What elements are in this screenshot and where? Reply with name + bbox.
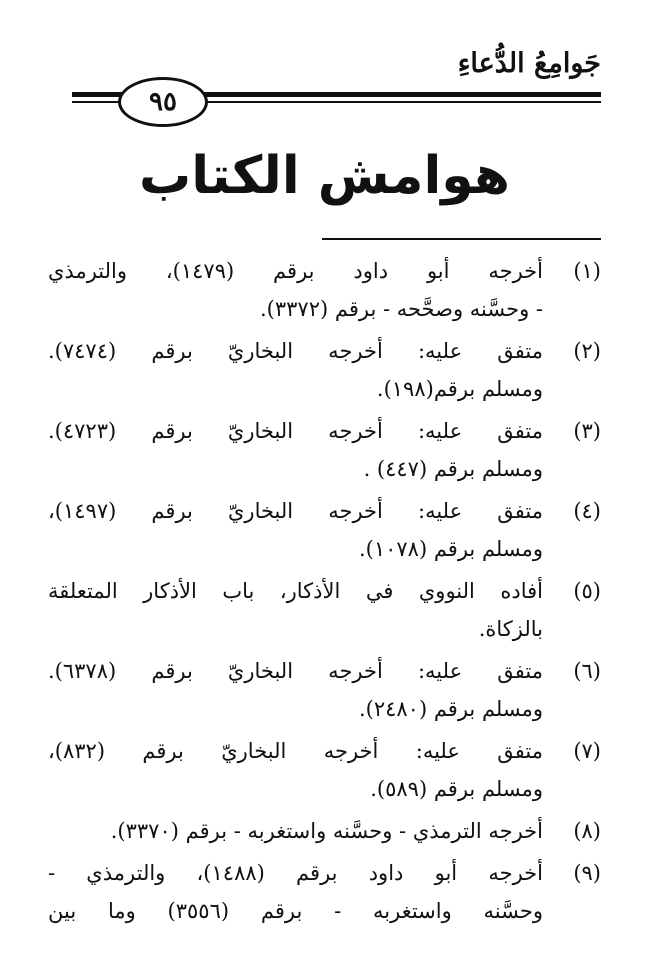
footnote-5 xyxy=(48,572,601,648)
footnote-text xyxy=(48,252,543,328)
footnote-text xyxy=(48,492,543,568)
footnote-line: أخرجه أبو داود برقم (١٤٨٨)، والترمذي - xyxy=(48,861,543,885)
footnote-6 xyxy=(48,652,601,728)
footnote-text xyxy=(48,812,543,850)
footnote-number: (٨) xyxy=(573,819,601,843)
footnote-line: متفق عليه: أخرجه البخاريّ برقم (٧٤٧٤). xyxy=(48,339,543,363)
footnote-line: ومسلم برقم (١٠٧٨). xyxy=(358,537,543,561)
footnote-line: - وحسَّنه وصحَّحه - برقم (٣٣٧٢). xyxy=(259,297,543,321)
footnote-2 xyxy=(48,332,601,408)
heading-rule xyxy=(322,238,601,240)
footnote-line: ومسلم برقم (٤٤٧) . xyxy=(363,457,543,481)
running-title: جَوامِعُ الدُّعاءِ xyxy=(457,48,601,79)
footnote-line: متفق عليه: أخرجه البخاريّ برقم (٦٣٧٨). xyxy=(48,659,543,683)
footnote-8 xyxy=(48,812,601,850)
footnote-number: (٩) xyxy=(573,861,601,885)
footnote-number: (٧) xyxy=(573,739,601,763)
footnote-line: متفق عليه: أخرجه البخاريّ برقم (٤٧٢٣). xyxy=(48,419,543,443)
footnote-line: متفق عليه: أخرجه البخاريّ برقم (١٤٩٧)، xyxy=(48,499,543,523)
footnote-text xyxy=(48,854,543,930)
footnote-line: أخرجه أبو داود برقم (١٤٧٩)، والترمذي xyxy=(48,259,543,283)
footnote-number: (٤) xyxy=(573,499,601,523)
footnote-3 xyxy=(48,412,601,488)
footnote-number: (٥) xyxy=(573,579,601,603)
section-heading: هوامش الكتاب xyxy=(139,146,510,206)
footnote-text xyxy=(48,332,543,408)
footnotes-list xyxy=(48,252,601,934)
page-number-oval: ٩٥ xyxy=(118,77,208,127)
footnote-line: أفاده النووي في الأذكار، باب الأذكار المتعلقة xyxy=(48,579,543,603)
footnote-text xyxy=(48,652,543,728)
footnote-1 xyxy=(48,252,601,328)
footnote-text xyxy=(48,572,543,648)
footnote-line: ومسلم برقم (٢٤٨٠). xyxy=(358,697,543,721)
footnote-number: (٢) xyxy=(573,339,601,363)
footnote-9 xyxy=(48,854,601,930)
footnote-text xyxy=(48,412,543,488)
footnote-line: أخرجه الترمذي - وحسَّنه واستغربه - برقم (٣٣٧٠). xyxy=(110,819,543,843)
footnote-number: (٣) xyxy=(573,419,601,443)
footnote-line: ومسلم برقم(١٩٨). xyxy=(376,377,543,401)
footnote-line: وحسَّنه واستغربه - برقم (٣٥٥٦) وما بين xyxy=(48,899,543,923)
footnote-number: (١) xyxy=(573,259,601,283)
footnote-line: بالزكاة. xyxy=(478,617,543,641)
footnote-4 xyxy=(48,492,601,568)
footnote-7 xyxy=(48,732,601,808)
footnote-number: (٦) xyxy=(573,659,601,683)
footnote-text xyxy=(48,732,543,808)
footnote-line: متفق عليه: أخرجه البخاريّ برقم (٨٣٢)، xyxy=(48,739,543,763)
footnote-line: ومسلم برقم (٥٨٩). xyxy=(370,777,543,801)
